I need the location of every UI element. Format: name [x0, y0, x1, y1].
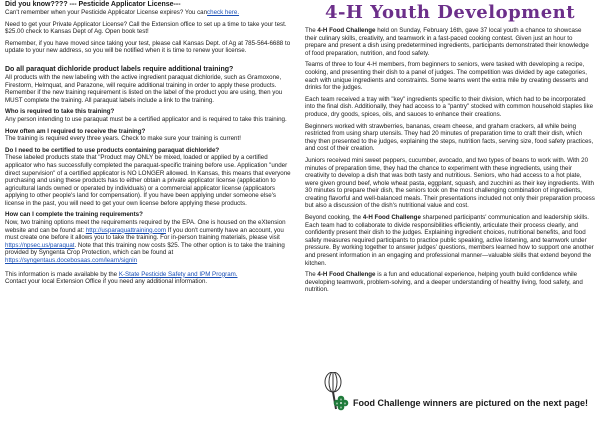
summary-prefix: The — [305, 271, 316, 279]
kstate-program-link[interactable]: K-State Pesticide Safety and IPM Program. — [118, 270, 238, 278]
how-often-question: How often am I required to receive the training? — [5, 127, 146, 135]
4h-column — [305, 0, 595, 298]
info-source-text: This information is made available by the — [5, 270, 118, 278]
usparaquat-link[interactable]: http://usparaquattraining.com — [85, 226, 167, 234]
training-text-3: . Note that this training now costs $25. The other option is to take the training provided by Syngenta Crop Protection, which can be found at — [5, 241, 285, 257]
summary-paragraph — [305, 271, 595, 294]
skills-prefix: Beyond cooking, the — [305, 214, 362, 222]
pesticide-heading: Did you know???? --- Pesticide Applicator License--- — [5, 1, 181, 8]
check-license-link[interactable]: check here. — [207, 9, 240, 16]
paraquat-answer: All products with the new labeling with the active ingredient paraquat dichloride, such as Gramoxone, Firestorm, Helmquat, and Parazone, will require additional training in order to apply these products. Remember if the new training requirement is listed on the label of the product you are using, then you MUST complete the training. All paraquat labels include a link to the training. — [5, 73, 283, 104]
food-challenge-intro — [305, 27, 595, 57]
skills-strong: 4-H Food Challenge — [362, 214, 421, 222]
how-often-answer: The training is required every three years. Check to make sure your training is current! — [5, 135, 241, 143]
training-text-2: If you don't currently have an account, you must create one before it allows you to take the training. For in-person training materials, please visit — [5, 226, 284, 242]
training-text-1: Now, two training options meet the requirements required by the EPA. One is housed on the eXtension website and can be found at: — [5, 219, 286, 234]
info-source-paragraph — [5, 271, 295, 286]
svg-text:H: H — [343, 401, 347, 406]
address-update-paragraph: Remember, if you have moved since taking your test, please call Kansas Dept. of Ag at 785-564-6688 to update to your new address, so you will be notified when it is time to renew your license. — [5, 39, 291, 55]
certified-answer: These labeled products state that "Product may ONLY be mixed, loaded or applied by a certified applicator who has successfully completed the paraquat-specific training before use. Application "under direct supervision" of a certified applicator is NO LONGER allowed. In Kansas, this means that everyone purchasing and using these products has to either obtain a private applicator license (application to agricultural lands owned or operated by individuals) or a commercial applicator license (applicators applying to other people's land for compensation). If you have been applying under someone else's license in the past, you will need to get your own license before applying these products. — [5, 154, 291, 207]
4h-title: 4-H Youth Development — [324, 2, 576, 23]
syngenta-link[interactable]: https://syngentaus.docebosaas.com/learn/signin — [5, 257, 138, 265]
summary-rest: is a fun and educational experience, helping youth build confidence while developing teamwork, problem-solving, and a deeper understanding of healthy living, food safety, and nutrition. — [305, 271, 583, 294]
svg-text:H: H — [339, 397, 343, 402]
pesticide-column — [5, 0, 295, 290]
summary-strong: 4-H Food Challenge — [317, 271, 376, 279]
npsec-link[interactable]: https://npsec.us/paraquat — [5, 241, 75, 249]
skills-rest: sharpened participants' communication and leadership skills. Each team had to collaborate to divide responsibilities efficiently, articulate their process clearly, and confidently present their dish to the judges. Explaining ingredient choices, nutritional benefits, and food safety measures required participants to practice public speaking, active listening, and teamwork under pressure. By working together to answer judges' questions, members learned how to support one another and present information in an engaging and professional manner—valuable skills that extend beyond the kitchen. — [305, 214, 594, 267]
contact-office-text: Contact your local Extension Office if you need any additional information. — [5, 278, 208, 286]
paraquat-question-heading: Do all paraquat dichloride product labels require additional training? — [5, 65, 234, 73]
tray-paragraph: Each team received a tray with "key" ingredients specific to their division, which had to be incorporated into the final dish. Additionally, they had access to a "pantry" stocked with common household staples like produce, dry goods, spices, oils, and sauces to enhance their creations. — [305, 95, 594, 118]
certified-question: Do I need to be certified to use products containing paraquat dichloride? — [5, 146, 220, 154]
private-applicator-paragraph: Need to get your Private Applicator License? Call the Extension office to set up a time to take your test. $25.00 check to Kansas Dept of Ag. Open book test! — [5, 20, 287, 36]
who-required-answer: Any person intending to use paraquat must be a certified applicator and is required to take this training. — [5, 115, 287, 123]
food-challenge-footer — [333, 388, 595, 418]
complete-training-answer — [5, 219, 295, 265]
winners-next-page-text: Food Challenge winners are pictured on the next page! — [353, 397, 589, 408]
who-required-question: Who is required to take this training? — [5, 108, 115, 116]
intro-rest: held on Sunday, February 16th, gave 37 local youth a chance to showcase their culinary skills, creativity, and teamwork in a fast-paced cooking contest. Given just an hour to prepare and present a dish using predetermined ingredients, participants demonstrated their knowledge of food preparation, nutrition, and food safety. — [305, 27, 589, 57]
4h-clover-icon — [333, 395, 349, 411]
complete-training-question: How can I complete the training requirements? — [5, 211, 143, 219]
license-expiry-text: Can't remember when your Pesticide Applicator License expires? You can — [5, 9, 208, 16]
juniors-seniors-paragraph: Juniors received mini sweet peppers, cucumber, avocado, and two types of beans to work with. With 20 minutes of preparation time, they had the chance to experiment with these ingredients, using their creativity to develop a dish that was both tasty and nutritious. Seniors, who had access to a hot plate, were given ground beef, whole wheat pasta, eggplant, squash, and zucchini as their key ingredients. With 30 minutes to prepare their dish, the seniors took on the most challenging combination of ingredients, creating flavorful and well-balanced meals. Their presentations included not only their preparation process but also a discussion of the dish's nutritional value and cost. — [305, 156, 595, 210]
skills-paragraph — [305, 214, 595, 267]
intro-prefix: The — [305, 27, 316, 34]
svg-text:H: H — [339, 405, 343, 410]
intro-strong: 4-H Food Challenge — [317, 27, 376, 34]
teams-paragraph: Teams of three to four 4-H members, from beginners to seniors, were tasked with developing a recipe, cooking, and presenting their dish to a panel of judges. The competition was divided by age categories, each with unique ingredients and constraints. Some teams went the extra mile by creating desserts and drinks for the judges. — [305, 61, 589, 92]
license-expiry-paragraph — [5, 9, 295, 17]
beginners-paragraph: Beginners worked with strawberries, bananas, cream cheese, and graham crackers, all while being restricted from using sharp utensils. They had 20 minutes of preparation time to craft their dish, which they then presented to the judges, explaining the steps, nutrition facts, serving size, food safety practices, and cost of their creation. — [305, 122, 594, 153]
svg-text:H: H — [335, 401, 339, 406]
